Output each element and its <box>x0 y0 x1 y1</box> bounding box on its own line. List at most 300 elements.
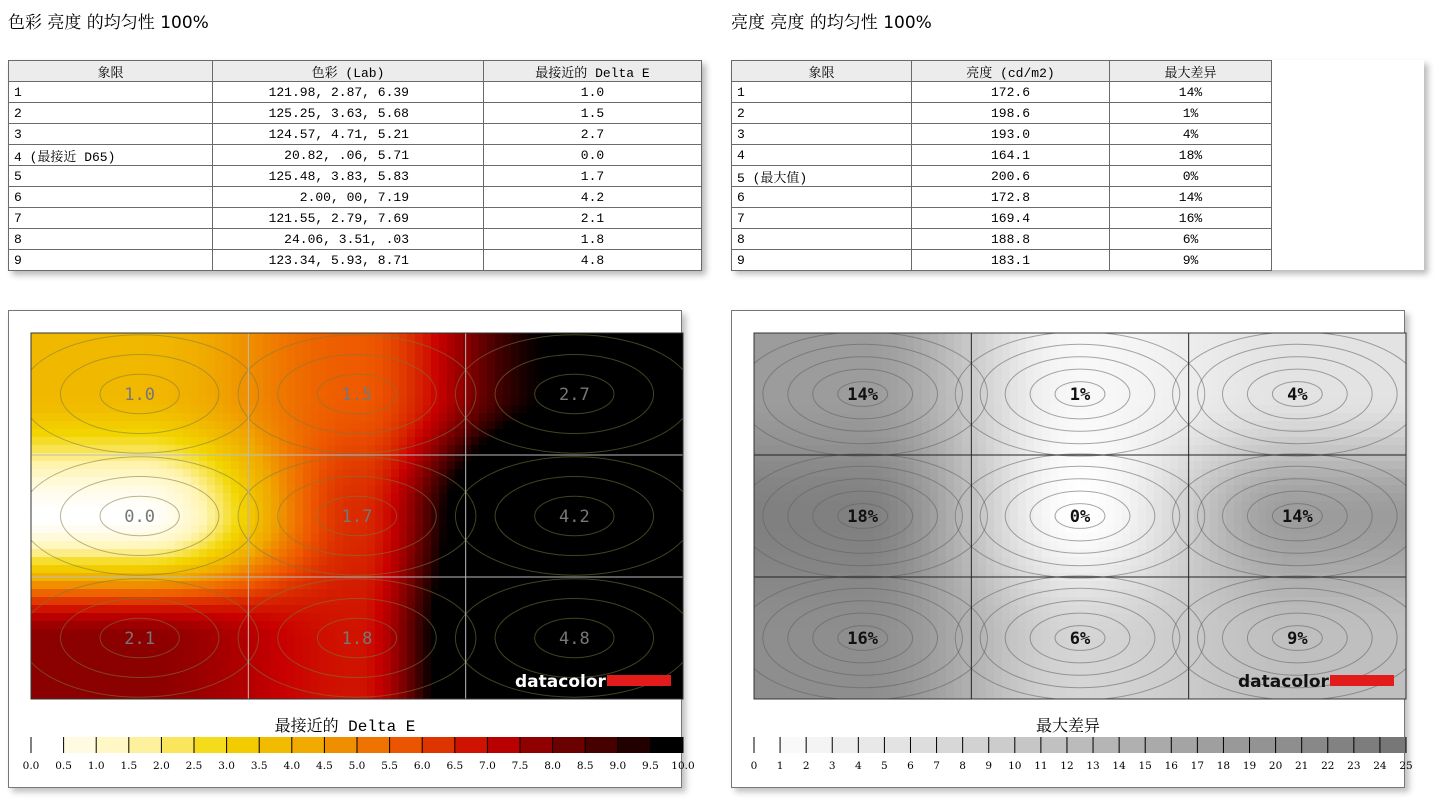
heat-tile <box>55 453 64 462</box>
heat-tile <box>231 413 240 422</box>
heat-tile <box>778 397 787 406</box>
heat-tile <box>207 477 216 486</box>
heat-tile <box>762 413 771 422</box>
heat-tile <box>615 349 624 358</box>
heat-tile <box>295 437 304 446</box>
heat-tile <box>79 381 88 390</box>
heat-tile <box>375 661 384 670</box>
heat-tile <box>119 605 128 614</box>
heat-tile <box>455 597 464 606</box>
heat-tile <box>1298 333 1307 342</box>
table-cell-diff: 1% <box>1110 103 1272 124</box>
heat-tile <box>463 637 472 646</box>
heat-tile <box>866 341 875 350</box>
heat-tile <box>279 629 288 638</box>
heat-tile <box>279 637 288 646</box>
heat-tile <box>95 557 104 566</box>
heat-tile <box>47 581 56 590</box>
heat-tile <box>143 357 152 366</box>
heat-tile <box>487 445 496 454</box>
heat-tile <box>39 461 48 470</box>
heat-tile <box>551 565 560 574</box>
heat-tile <box>55 365 64 374</box>
heat-tile <box>423 429 432 438</box>
heat-tile <box>399 597 408 606</box>
heat-tile <box>455 581 464 590</box>
heat-tile <box>503 661 512 670</box>
heat-tile <box>391 677 400 686</box>
heat-tile <box>311 485 320 494</box>
heat-tile <box>1106 429 1115 438</box>
heat-tile <box>511 517 520 526</box>
heat-tile <box>439 333 448 342</box>
heat-tile <box>551 357 560 366</box>
cell-value-label: 0.0 <box>124 507 156 527</box>
heat-tile <box>103 485 112 494</box>
heat-tile <box>671 453 680 462</box>
heat-tile <box>575 349 584 358</box>
heat-tile <box>271 333 280 342</box>
heat-tile <box>1330 397 1339 406</box>
heat-tile <box>263 581 272 590</box>
heat-tile <box>119 357 128 366</box>
heat-tile <box>754 349 763 358</box>
luminance-uniformity-table <box>731 60 1272 271</box>
heat-tile <box>167 661 176 670</box>
heat-tile <box>647 509 656 518</box>
heat-tile <box>431 365 440 374</box>
heat-tile <box>199 629 208 638</box>
heat-tile <box>543 453 552 462</box>
heat-tile <box>655 621 664 630</box>
heat-tile <box>866 413 875 422</box>
heat-tile <box>631 509 640 518</box>
heat-tile <box>519 589 528 598</box>
heat-tile <box>599 469 608 478</box>
heat-tile <box>639 445 648 454</box>
heat-tile <box>423 445 432 454</box>
heat-tile <box>762 421 771 430</box>
heat-tile <box>455 469 464 478</box>
heat-tile <box>279 565 288 574</box>
heat-tile <box>255 453 264 462</box>
heat-tile <box>671 637 680 646</box>
heat-tile <box>391 637 400 646</box>
heat-tile <box>1122 341 1131 350</box>
heat-tile <box>95 613 104 622</box>
heat-tile <box>159 693 168 702</box>
heat-tile <box>399 485 408 494</box>
heat-tile <box>567 493 576 502</box>
heat-tile <box>1370 365 1379 374</box>
heat-tile <box>47 453 56 462</box>
heat-tile <box>39 653 48 662</box>
heat-tile <box>199 357 208 366</box>
heat-tile <box>183 397 192 406</box>
heat-tile <box>175 677 184 686</box>
legend-swatch <box>455 737 488 753</box>
heat-tile <box>295 357 304 366</box>
heat-tile <box>391 525 400 534</box>
heat-tile <box>263 357 272 366</box>
heat-tile <box>383 389 392 398</box>
heat-tile <box>199 541 208 550</box>
heat-tile <box>639 429 648 438</box>
heat-tile <box>1258 381 1267 390</box>
heat-tile <box>647 453 656 462</box>
heat-tile <box>47 333 56 342</box>
heat-tile <box>463 349 472 358</box>
heat-tile <box>71 373 80 382</box>
heat-tile <box>199 677 208 686</box>
heat-tile <box>199 597 208 606</box>
heat-tile <box>431 565 440 574</box>
heat-tile <box>223 349 232 358</box>
heat-tile <box>471 565 480 574</box>
heat-tile <box>167 645 176 654</box>
heat-tile <box>31 525 40 534</box>
heat-tile <box>1234 349 1243 358</box>
heat-tile <box>786 413 795 422</box>
heat-tile <box>591 341 600 350</box>
heat-tile <box>407 413 416 422</box>
heat-tile <box>399 437 408 446</box>
heat-tile <box>631 453 640 462</box>
heat-tile <box>615 509 624 518</box>
heat-tile <box>31 469 40 478</box>
heat-tile <box>279 477 288 486</box>
heat-tile <box>167 653 176 662</box>
heat-tile <box>119 333 128 342</box>
heat-tile <box>231 501 240 510</box>
heat-tile <box>391 389 400 398</box>
heat-tile <box>303 621 312 630</box>
heat-tile <box>79 461 88 470</box>
heat-tile <box>111 437 120 446</box>
heat-tile <box>1050 389 1059 398</box>
heat-tile <box>439 517 448 526</box>
heat-tile <box>55 341 64 350</box>
heat-tile <box>487 333 496 342</box>
heat-tile <box>95 349 104 358</box>
heat-tile <box>271 613 280 622</box>
heat-tile <box>455 557 464 566</box>
heat-tile <box>415 493 424 502</box>
heat-tile <box>511 589 520 598</box>
heat-tile <box>551 693 560 702</box>
heat-tile <box>487 517 496 526</box>
heat-tile <box>655 445 664 454</box>
heat-tile <box>279 605 288 614</box>
heat-tile <box>559 605 568 614</box>
heat-tile <box>263 381 272 390</box>
heat-tile <box>1394 357 1403 366</box>
heat-tile <box>303 349 312 358</box>
heat-tile <box>223 373 232 382</box>
heat-tile <box>351 445 360 454</box>
heat-tile <box>519 629 528 638</box>
heat-tile <box>890 389 899 398</box>
heat-tile <box>343 461 352 470</box>
heat-tile <box>986 429 995 438</box>
heat-tile <box>447 637 456 646</box>
heat-tile <box>655 453 664 462</box>
heat-tile <box>63 421 72 430</box>
heat-tile <box>1386 357 1395 366</box>
heat-tile <box>367 373 376 382</box>
heat-tile <box>223 557 232 566</box>
heat-tile <box>479 605 488 614</box>
heat-tile <box>495 333 504 342</box>
heat-tile <box>271 645 280 654</box>
heat-tile <box>199 333 208 342</box>
heat-tile <box>487 597 496 606</box>
heat-tile <box>263 525 272 534</box>
heat-tile <box>175 605 184 614</box>
heat-tile <box>175 613 184 622</box>
heat-tile <box>647 333 656 342</box>
heat-tile <box>471 469 480 478</box>
heat-tile <box>95 541 104 550</box>
heat-tile <box>503 645 512 654</box>
heat-tile <box>898 349 907 358</box>
heat-tile <box>87 677 96 686</box>
heat-tile <box>215 357 224 366</box>
heat-tile <box>271 597 280 606</box>
heat-tile <box>111 637 120 646</box>
heat-tile <box>367 677 376 686</box>
heat-tile <box>1130 413 1139 422</box>
heat-tile <box>639 349 648 358</box>
heat-tile <box>527 333 536 342</box>
column-header-max-diff: 最大差异 <box>1110 61 1272 82</box>
heat-tile <box>1138 373 1147 382</box>
delta-e-legend-title: 最接近的 Delta E <box>274 718 416 736</box>
heat-tile <box>567 605 576 614</box>
heat-tile <box>1170 357 1179 366</box>
heat-tile <box>439 357 448 366</box>
legend-swatch <box>259 737 292 753</box>
heat-tile <box>111 357 120 366</box>
heat-tile <box>127 669 136 678</box>
heat-tile <box>639 509 648 518</box>
heat-tile <box>439 533 448 542</box>
heat-tile <box>183 581 192 590</box>
heat-tile <box>111 381 120 390</box>
heat-tile <box>71 525 80 534</box>
heat-tile <box>47 501 56 510</box>
column-header-lab: 色彩 (Lab) <box>213 61 484 82</box>
heat-tile <box>263 405 272 414</box>
heat-tile <box>655 365 664 374</box>
heat-tile <box>1394 405 1403 414</box>
heat-tile <box>295 613 304 622</box>
heat-tile <box>615 373 624 382</box>
heat-tile <box>135 485 144 494</box>
heat-tile <box>303 453 312 462</box>
heat-tile <box>647 413 656 422</box>
heat-tile <box>279 517 288 526</box>
heat-tile <box>31 645 40 654</box>
heat-tile <box>415 517 424 526</box>
heat-tile <box>850 333 859 342</box>
heat-tile <box>111 517 120 526</box>
heat-tile <box>63 581 72 590</box>
heat-tile <box>143 437 152 446</box>
heat-tile <box>946 405 955 414</box>
heat-tile <box>311 605 320 614</box>
heat-tile <box>55 461 64 470</box>
heat-tile <box>754 381 763 390</box>
heat-tile <box>1322 389 1331 398</box>
heat-tile <box>527 645 536 654</box>
heat-tile <box>543 485 552 494</box>
heat-tile <box>583 581 592 590</box>
heat-tile <box>1162 397 1171 406</box>
heat-tile <box>79 405 88 414</box>
heat-tile <box>223 365 232 374</box>
heat-tile <box>487 493 496 502</box>
heat-tile <box>159 677 168 686</box>
heat-tile <box>615 389 624 398</box>
heat-tile <box>519 645 528 654</box>
heat-tile <box>1378 397 1387 406</box>
heat-tile <box>1274 405 1283 414</box>
heat-tile <box>575 589 584 598</box>
heat-tile <box>103 653 112 662</box>
heat-tile <box>962 373 971 382</box>
heat-tile <box>599 421 608 430</box>
heat-tile <box>119 597 128 606</box>
heat-tile <box>143 421 152 430</box>
heat-tile <box>535 501 544 510</box>
heat-tile <box>543 413 552 422</box>
heat-tile <box>367 597 376 606</box>
heat-tile <box>922 389 931 398</box>
heat-tile <box>215 477 224 486</box>
table-cell-diff: 0% <box>1110 166 1272 187</box>
heat-tile <box>567 557 576 566</box>
heat-tile <box>503 509 512 518</box>
heat-tile <box>55 493 64 502</box>
heat-tile <box>199 397 208 406</box>
heat-tile <box>663 509 672 518</box>
heat-tile <box>623 621 632 630</box>
heat-tile <box>183 437 192 446</box>
heat-tile <box>858 341 867 350</box>
heat-tile <box>1106 349 1115 358</box>
heat-tile <box>439 453 448 462</box>
heat-tile <box>359 437 368 446</box>
heat-tile <box>978 413 987 422</box>
heat-tile <box>351 333 360 342</box>
heat-tile <box>599 461 608 470</box>
heat-tile <box>503 397 512 406</box>
heat-tile <box>487 381 496 390</box>
heat-tile <box>978 357 987 366</box>
table-cell-de: 1.7 <box>484 166 702 187</box>
heat-tile <box>1386 421 1395 430</box>
heat-tile <box>1106 357 1115 366</box>
heat-tile <box>295 365 304 374</box>
heat-tile <box>423 629 432 638</box>
heat-tile <box>647 541 656 550</box>
heat-tile <box>271 557 280 566</box>
heat-tile <box>79 493 88 502</box>
heat-tile <box>495 661 504 670</box>
heat-tile <box>127 421 136 430</box>
heat-tile <box>1234 357 1243 366</box>
heat-tile <box>930 349 939 358</box>
heat-tile <box>39 405 48 414</box>
heat-tile <box>471 485 480 494</box>
heat-tile <box>447 685 456 694</box>
heat-tile <box>754 365 763 374</box>
heat-tile <box>447 557 456 566</box>
heat-tile <box>415 381 424 390</box>
heat-tile <box>631 621 640 630</box>
heat-tile <box>423 637 432 646</box>
heat-tile <box>143 677 152 686</box>
heat-tile <box>255 341 264 350</box>
heat-tile <box>607 341 616 350</box>
heat-tile <box>1170 421 1179 430</box>
heat-tile <box>327 661 336 670</box>
heat-tile <box>1234 405 1243 414</box>
heat-tile <box>503 333 512 342</box>
heat-tile <box>671 365 680 374</box>
heat-tile <box>1210 333 1219 342</box>
heat-tile <box>311 405 320 414</box>
heat-tile <box>335 557 344 566</box>
heat-tile <box>31 669 40 678</box>
heat-tile <box>1346 381 1355 390</box>
heat-tile <box>503 605 512 614</box>
heat-tile <box>1346 349 1355 358</box>
heat-tile <box>663 589 672 598</box>
heat-tile <box>31 629 40 638</box>
heat-tile <box>231 453 240 462</box>
heat-tile <box>671 517 680 526</box>
heat-tile <box>191 669 200 678</box>
heat-tile <box>1042 365 1051 374</box>
heat-tile <box>399 349 408 358</box>
heat-tile <box>391 365 400 374</box>
heat-tile <box>103 517 112 526</box>
heat-tile <box>191 373 200 382</box>
heat-tile <box>519 469 528 478</box>
heat-tile <box>95 341 104 350</box>
heat-tile <box>95 437 104 446</box>
heat-tile <box>778 381 787 390</box>
heat-tile <box>423 373 432 382</box>
heat-tile <box>375 357 384 366</box>
heat-tile <box>671 685 680 694</box>
heat-tile <box>583 365 592 374</box>
heat-tile <box>1178 341 1187 350</box>
heat-tile <box>1114 429 1123 438</box>
heat-tile <box>239 661 248 670</box>
heat-tile <box>575 341 584 350</box>
heat-tile <box>351 421 360 430</box>
heat-tile <box>439 589 448 598</box>
heat-tile <box>183 653 192 662</box>
heat-tile <box>623 453 632 462</box>
heat-tile <box>858 429 867 438</box>
heat-tile <box>231 621 240 630</box>
heat-tile <box>818 365 827 374</box>
heat-tile <box>551 469 560 478</box>
